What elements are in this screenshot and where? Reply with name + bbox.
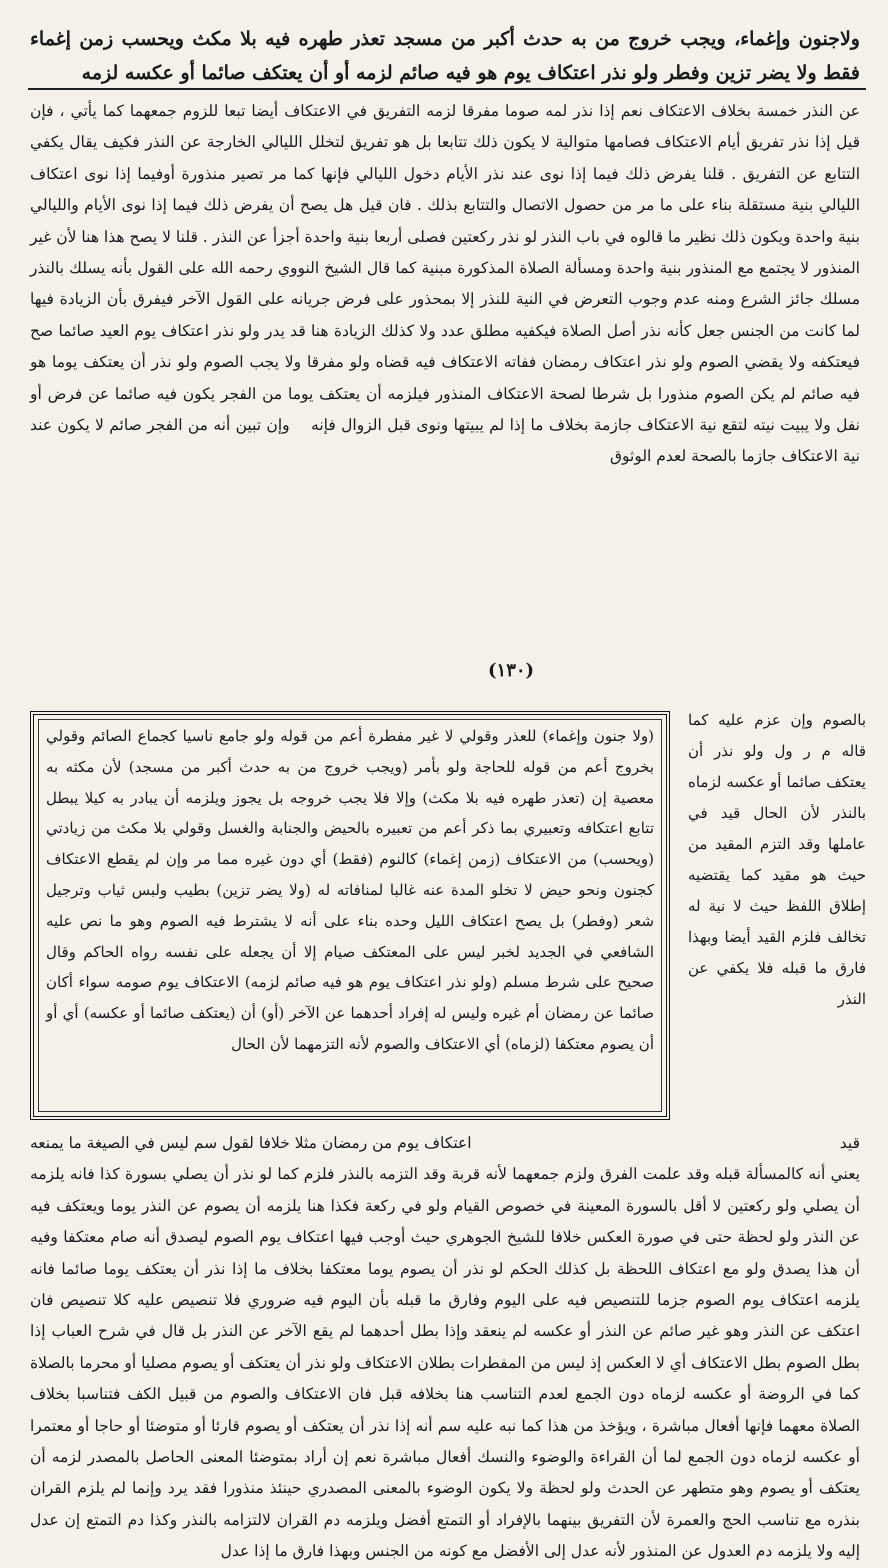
header-divider [28,88,866,90]
commentary-lower-text: يعني أنه كالمسألة قبله وقد علمت الفرق ولزم جمعهما لأنه قربة وقد التزمه بالنذر فلزم كما لو نذر أن يصلي بسورة كذا فانه يلزمه أن يصلي ولو ركعتين لا أقل بالسورة المعينة في خصوص القيام ولو في ركعة فكذا هنا يلزمه أن يصوم عن النذر يوما ويعتكف فيه عن النذر ولو لحظة حتى في صورة العكس خلافا للشيخ الجوهري حيث أوجب فيها اعتكاف يوم الصوم ليصدق أنه صام معتكفا وفيه أن هذا يصدق ولو مع اعتكاف اللحظة بل كذلك الحكم لو نذر أن يصوم يوما معتكفا بخلاف ما إذا نذر أن يعتكف يوما صائما فانه يلزمه اعتكاف يوم الصوم جزما للتنصيص فيه على اليوم وفارق ما قبله بأن اليوم فيه ضروري فلا تنصيص عليه كلا تنصيص فان اعتكف عن النذر وهو غير صائم عن النذر أو عكسه لم ينعقد وإذا بطل أحدهما لم يقع الآخر عن النذر بل قال في شرح العباب إذا بطل الصوم بطل الاعتكاف أي لا العكس إذ ليس من المفطرات بطلان الاعتكاف ولو نذر أن يعتكف أو يصوم مصليا أو محرما بالصلاة كما في الروضة أو عكسه لزماه دون الجمع لعدم التناسب هنا بخلافه قبل فان الاعتكاف والصوم من قبيل الكف فتناسبا بخلاف الصلاة معهما فإنها أفعال مباشرة ، ويؤخذ من هذا كما نبه عليه سم أنه إذا نذر أن يعتكف أو يصوم قارئا أو متوضئا أو حاجا أو معتمرا أو عكسه لزماه دون الجمع لما أن القراءة والوضوء والنسك أفعال مباشرة نعم إن أراد بمتوضئا المعنى الحاصل بالمصدر لزمه أن يعتكف أو يصوم وهو متطهر عن الحدث ولو لحظة ولا يكون الوضوء بالمعنى المصدري حينئذ منذورا فقد يرد وإنما لم يلزم القران بنذره مع تناسب الحج والعمرة لأن التفريق بينهما بالإفراد أو التمتع أفضل ويلزمه دم القران لالتزامه بالنذر وكذا دم التمتع إن عدل إليه ولا يلزمه دم العدول عن المنذور لأنه عدل إلى الأفضل مع كونه من الجنس وبهذا فارق ما إذا عدل [30,1165,861,1561]
under-box-left: اعتكاف يوم من رمضان مثلا خلافا لقول سم ليس في الصيغة ما يمنعه [30,1134,472,1152]
commentary-upper-text: عن النذر خمسة بخلاف الاعتكاف نعم إذا نذر لمه صوما مفرقا لزمه التفريق في الاعتكاف أيضا تبعا للزوم جمعهما كما يأتي ، فإن قيل إذا نذر تفريق أيام الاعتكاف فصامها متوالية لا يكون ذلك تتابعا بل هو تفريق لتخلل الليالي الخارجة عن النذر فكيف يقال يكفي التتابع عن التفريق . قلنا يفرض ذلك فيما إذا نوى عند نذر الأيام دخول الليالي فإنها كما مر تصير منذورة أوفيما إذا نوى اعتكاف الليالي بنية مستقلة بناء على ما مر من حصول الاتصال والتتابع بذلك . فان قيل هل يصح أن يفرض ذلك فيما إذا نوى الأيام والليالي بنية واحدة ويكون ذلك نظير ما قالوه في باب النذر لو نذر ركعتين فصلى أربعا بنية واحدة أجزأ عن النذر . قلنا لا يصح هذا هنا لأن غير المنذور لا يجتمع مع المنذور بنية واحدة ومسألة الصلاة المذكورة مبنية كما قال الشيخ النووي رحمه الله على القول بأنه يسلك بالنذر مسلك جائز الشرع ومنه عدم وجوب التعرض في النية للنذر إلا بمحذور على فرض جريانه على القول الآخر فيفرق بأن الزيادة فيها لما كانت من الجنس جعل كأنه نذر أصل الصلاة فيكفيه مطلق عدد ولا كذلك الزيادة هنا قد يدر ولو نذر اعتكاف يوم العيد صائما صح فيعتكفه ولا يقضي الصوم ولو نذر اعتكاف رمضان ففاته الاعتكاف فيه قضاه ولو مفرقا ولا يجب الصوم ولو نذر أن يعتكف يوما هو فيه صائم لم يكن الصوم منذورا بل شرطا لصحة الاعتكاف المنذور فيلزمه أن يعتكف يوما من الفجر يكون فيه صائما عن فرض أو نفل ولا يبيت نيته لتقع نية الاعتكاف جازمة بخلاف ما إذا لم يبيتها ونوى قبل الزوال فإنه [30,102,860,435]
under-box-right: قيد [839,1134,860,1152]
top-matn-text: ولاجنون وإغماء، ويجب خروج من به حدث أكبر من مسجد تعذر طهره فيه بلا مكث ويحسب زمن إغماء فقط ولا يضر تزين وفطر ولو نذر اعتكاف يوم هو فيه صائم لزمه أو أن يعتكف صائما أو عكسه لزمه [30,28,860,84]
matn-frame [30,711,670,1120]
commentary-upper-tail: وإن تبين أنه من الفجر صائم لا يكون عند نية الاعتكاف جازما بالصحة لعدم الوثوق [30,416,860,466]
side-column-text: بالصوم وإن عزم عليه كما قاله م ر ول ولو نذر أن يعتكف صائما أو عكسه لزماه بالنذر لأن الحال قيد في عاملها وقد التزم المقيد من حيث هو مقيد كما يقتضيه إطلاق اللفظ حيث لا نية له تخالف فلزم القيد أيضا وبهذا فارق ما قبله فلا يكفي عن النذر [688,711,866,1008]
framed-commentary-text: (ولا جنون وإغماء) للعذر وقولي لا غير مفطرة أعم من قوله ولو جامع ناسيا كجماع الصائم وقولي بخروج أعم من قوله للحاجة ولو بأمر (ويجب خروج من به حدث أكبر من مسجد) لأن مكثه به معصية إن (تعذر طهره فيه بلا مكث) وإلا فلا يجب خروجه بل يجوز ويلزمه أن يبادر به كيلا يبطل تتابع اعتكافه وتعبيري بما ذكر أعم من تعبيره بالحيض والجنابة والغسل وقولي بلا مكث من زيادتي (ويحسب) من الاعتكاف (زمن إغماء) كالنوم (فقط) أي دون غيره مما مر وإن لم يقطع الاعتكاف كجنون ونحو حيض لا تخلو المدة عنه غالبا لمنافاته له (ولا يضر تزين) بطيب ولبس ثياب وترجيل شعر (وفطر) بل يصح اعتكاف الليل وحده بناء على أنه لا يشترط فيه الصوم وهو ما نص عليه الشافعي في الجديد لخبر ليس على المعتكف صيام إلا أن يجعله على نفسه رواه الحاكم وقال صحيح على شرط مسلم (ولو نذر اعتكاف يوم هو فيه صائم لزمه) الاعتكاف يوم صومه سواء أكان صائما عن رمضان أم غيره وليس له إفراد أحدهما عن الآخر (أو) أن (يعتكف صائما أو عكسه) أي أو أن يصوم معتكفا (لزماه) أي الاعتكاف والصوم لأنه التزمهما لأن الحال [46,727,654,1053]
commentary-upper [30,96,860,473]
commentary-lower [30,1128,860,1568]
commentary-lower-first-line [30,1128,860,1159]
page-number: (١٣٠) [488,660,535,681]
